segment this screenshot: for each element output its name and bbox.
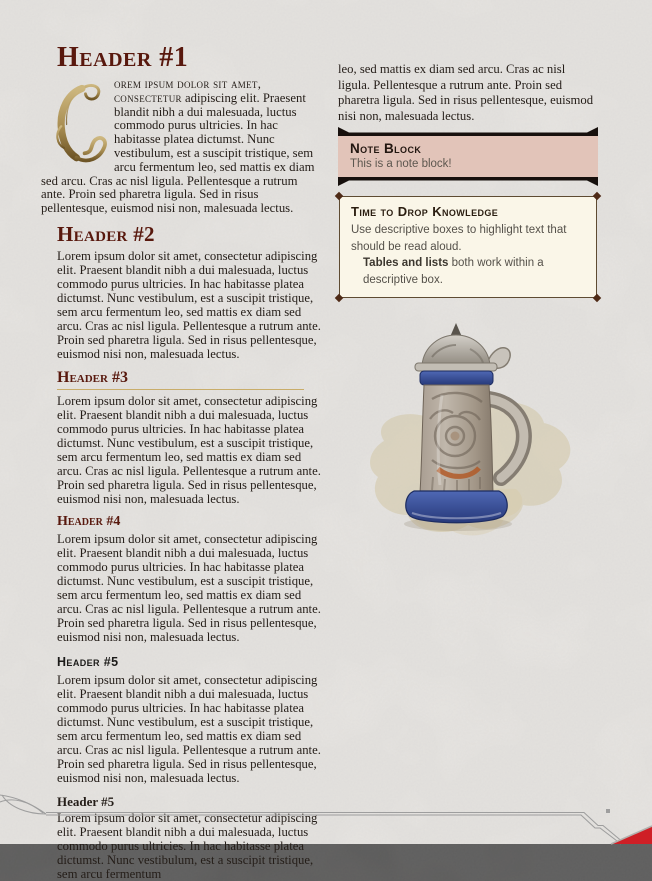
left-column — [41, 42, 322, 881]
section-header-6: Header #5 — [57, 793, 115, 809]
drop-cap-paragraph — [41, 78, 322, 216]
note-block — [338, 127, 598, 186]
note-block-top-border — [338, 127, 598, 136]
descriptive-box-bold-rest: both work within a descriptive box. — [363, 257, 544, 286]
footer-flourish-leaf — [0, 795, 46, 814]
drop-cap-letter-L — [45, 81, 108, 167]
section-header-4: Header #4 — [57, 513, 121, 529]
corner-diamond-icon — [335, 294, 343, 302]
section-paragraph: Lorem ipsum dolor sit amet, consectetur adipiscing elit. Praesent blandit nibh a dui malesuada, luctus commodo purus ultricies. In hac habitasse platea dictumst. Nunc vestibulum, est a suscipit tristique, sem arcu fermentum leo, sed mattis ex diam sed arcu. Cras ac nisl ligula. Pellentesque a rutrum ante. Proin sed pharetra ligula. Sed in risus pellentesque, euismod nisi non, malesuada lectus. — [57, 672, 321, 785]
drop-cap-lead-text: orem ipsum dolor sit amet, consectetur — [114, 77, 262, 105]
note-block-bottom-border — [338, 177, 598, 186]
section-header-2: Header #2 — [57, 221, 155, 246]
continuation-paragraph: leo, sed mattis ex diam sed arcu. Cras ac nisl ligula. Pellentesque a rutrum ante. Proin sed pharetra ligula. Sed in risus pellentesque, euismod nisi non, malesuada lectus. — [338, 62, 594, 123]
section-paragraph: Lorem ipsum dolor sit amet, consectetur adipiscing elit. Praesent blandit nibh a dui malesuada, luctus commodo purus ultricies. In hac habitasse platea dictumst. Nunc vestibulum, est a suscipit tristique, sem arcu fermentum leo, sed mattis ex diam sed arcu. Cras ac nisl ligula. Pellentesque a rutrum ante. Proin sed pharetra ligula. Sed in risus pellentesque, euismod nisi non, malesuada lectus. — [57, 248, 321, 361]
section-header-3: Header #3 — [57, 369, 304, 390]
page-title: Header #1 — [57, 42, 189, 73]
corner-diamond-icon — [335, 192, 343, 200]
right-column — [338, 62, 598, 808]
drop-cap-rest-text: adipiscing elit. Praesent blandit nibh a dui malesuada, luctus commodo purus ultricies. In hac habitasse platea dictumst. Nunc vestibulum, est a suscipit tristique, sem arcu fermentum leo, sed mattis ex diam sed arcu. Cras ac nisl ligula. Pellentesque a rutrum ante. Proin sed pharetra ligula. Sed in risus pellentesque, euismod nisi non, malesuada lectus. — [41, 90, 315, 216]
beer-stein-image — [352, 312, 602, 556]
descriptive-box-paragraph-2 — [363, 255, 585, 288]
descriptive-box-bold-lead: Tables and lists — [363, 257, 449, 269]
descriptive-box-title: Time to Drop Knowledge — [351, 204, 499, 219]
note-block-title: Note Block — [350, 141, 422, 156]
section-paragraph: Lorem ipsum dolor sit amet, consectetur adipiscing elit. Praesent blandit nibh a dui malesuada, luctus commodo purus ultricies. In hac habitasse platea dictumst. Nunc vestibulum, est a suscipit tristique, sem arcu fermentum leo, sed mattis ex diam sed arcu. Cras ac nisl ligula. Pellentesque a rutrum ante. Proin sed pharetra ligula. Sed in risus pellentesque, euismod nisi non, malesuada lectus. — [57, 393, 321, 506]
corner-diamond-icon — [593, 294, 601, 302]
descriptive-box — [339, 196, 597, 298]
beer-stein-illustration — [338, 312, 598, 562]
section-paragraph-truncated: Lorem ipsum dolor sit amet, consectetur adipiscing elit. Praesent blandit nibh a dui malesuada, luctus commodo purus ultricies. In hac habitasse platea dictumst. Nunc vestibulum, est a suscipit tristique, sem arcu fermentum — [57, 810, 318, 881]
footer-ornament — [0, 790, 652, 844]
note-block-body: This is a note block! — [350, 158, 452, 170]
descriptive-box-paragraph: Use descriptive boxes to highlight text that should be read aloud. — [351, 224, 567, 253]
section-paragraph: Lorem ipsum dolor sit amet, consectetur adipiscing elit. Praesent blandit nibh a dui malesuada, luctus commodo purus ultricies. In hac habitasse platea dictumst. Nunc vestibulum, est a suscipit tristique, sem arcu fermentum leo, sed mattis ex diam sed arcu. Cras ac nisl ligula. Pellentesque a rutrum ante. Proin sed pharetra ligula. Sed in risus pellentesque, euismod nisi non, malesuada lectus. — [57, 531, 321, 644]
footer-square-dot — [606, 809, 610, 813]
section-header-5: Header #5 — [57, 654, 119, 669]
corner-diamond-icon — [593, 192, 601, 200]
